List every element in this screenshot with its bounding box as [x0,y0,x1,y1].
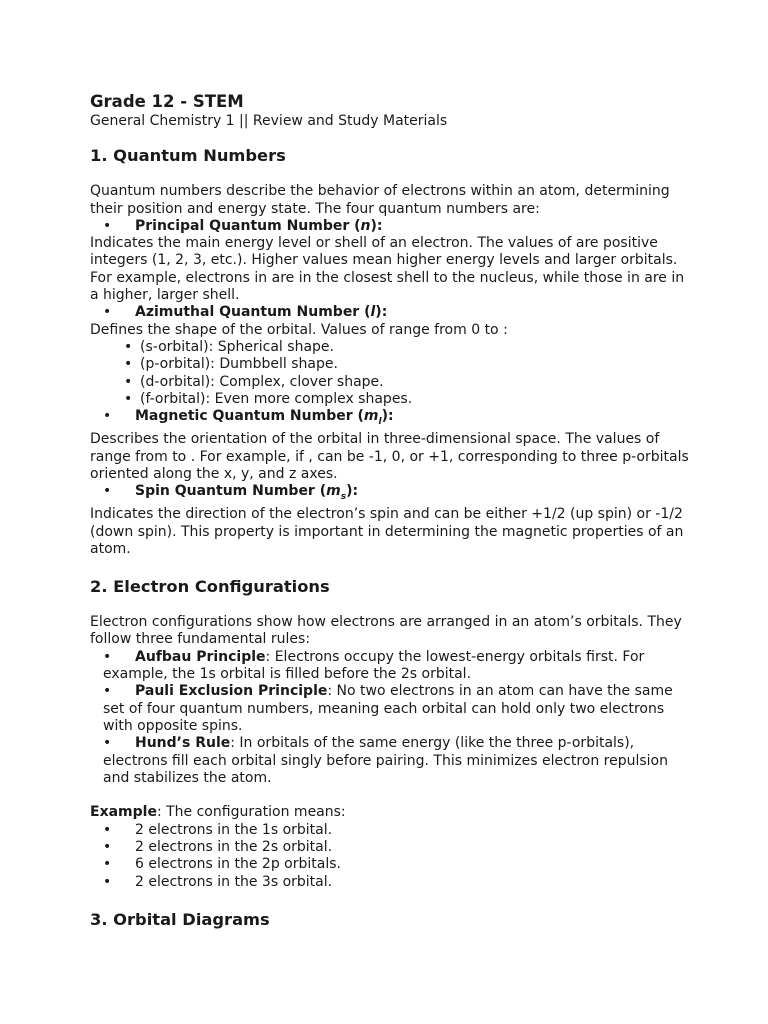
spin-description: Indicates the direction of the electron’s spin and can be either +1/2 (up spin) or -1/2 (down spin). This property is important in determining the magnetic properties of an atom. [90,506,684,557]
page-title: Grade 12 - STEM [90,92,244,111]
example-list [90,822,690,891]
azimuthal-description: Defines the shape of the orbital. Values of range from 0 to : [90,321,508,338]
list-item: • 2 electrons in the 3s orbital. [103,873,333,890]
rule-hund: • Hund’s Rule: In orbitals of the same energy (like the three p-orbitals), electrons fill each orbital singly before pairing. This minimizes electron repulsion and stabilizes the atom. [103,735,668,786]
bullet: • [103,735,112,752]
list-item: • 6 electrons in the 2p orbitals. [103,856,341,873]
magnetic-description: Describes the orientation of the orbital in three-dimensional space. The values of range from to . For example, if , can be -1, 0, or +1, corresponding to three p-orbitals oriented along the x, y, and z axes. [90,431,689,482]
orbital-shape-list [90,339,690,408]
symbol-n: n [360,217,371,234]
section-heading-orbital-diagrams: 3. Orbital Diagrams [90,909,270,929]
section-heading-quantum-numbers: 1. Quantum Numbers [90,146,286,166]
magnetic-heading: • Magnetic Quantum Number $(m_l)$: [90,408,690,431]
example-line: Example: The configuration means: [90,804,346,821]
bullet: • [103,683,112,700]
bullet: • [103,648,112,665]
rule-aufbau: • Aufbau Principle: Electrons occupy the lowest-energy orbitals first. For example, the 1s orbital is filled before the 2s orbital. [103,648,645,683]
principal-description: Indicates the main energy level or shell of an electron. The values of are positive integers (1, 2, 3, etc.). Higher values mean higher energy levels and larger orbitals. For example, electrons in are in the closest shell to the nucleus, while those in are in a higher, larger shell. [90,235,685,304]
document-body [90,91,690,947]
spin-heading: • Spin Quantum Number $(m_s)$: [90,483,690,506]
list-item: • (p-orbital): Dumbbell shape. [124,356,690,373]
list-item: • (s-orbital): Spherical shape. [124,339,690,356]
bullet: • [103,304,112,321]
section-intro: Quantum numbers describe the behavior of electrons within an atom, determining their position and energy state. The four quantum numbers are: [90,183,670,217]
bullet: • [103,217,112,234]
list-item: • (f-orbital): Even more complex shapes. [124,391,690,408]
bullet: • [103,483,112,500]
azimuthal-heading: • Azimuthal Quantum Number (l): [90,304,690,321]
list-item: • (d-orbital): Complex, clover shape. [124,374,690,391]
list-item: • 2 electrons in the 1s orbital. [103,821,333,838]
principal-heading: • Principal Quantum Number (n): [90,218,690,235]
rule-pauli: • Pauli Exclusion Principle: No two electrons in an atom can have the same set of four quantum numbers, meaning each orbital can hold only two electrons with opposite spins. [103,683,673,734]
section-intro: Electron configurations show how electrons are arranged in an atom’s orbitals. They follow three fundamental rules: [90,614,682,648]
section-heading-electron-configurations: 2. Electron Configurations [90,577,330,597]
list-item: • 2 electrons in the 2s orbital. [103,838,333,855]
symbol-l: l [370,304,376,321]
page-subtitle: General Chemistry 1 || Review and Study Materials [90,113,448,129]
bullet: • [103,408,112,425]
